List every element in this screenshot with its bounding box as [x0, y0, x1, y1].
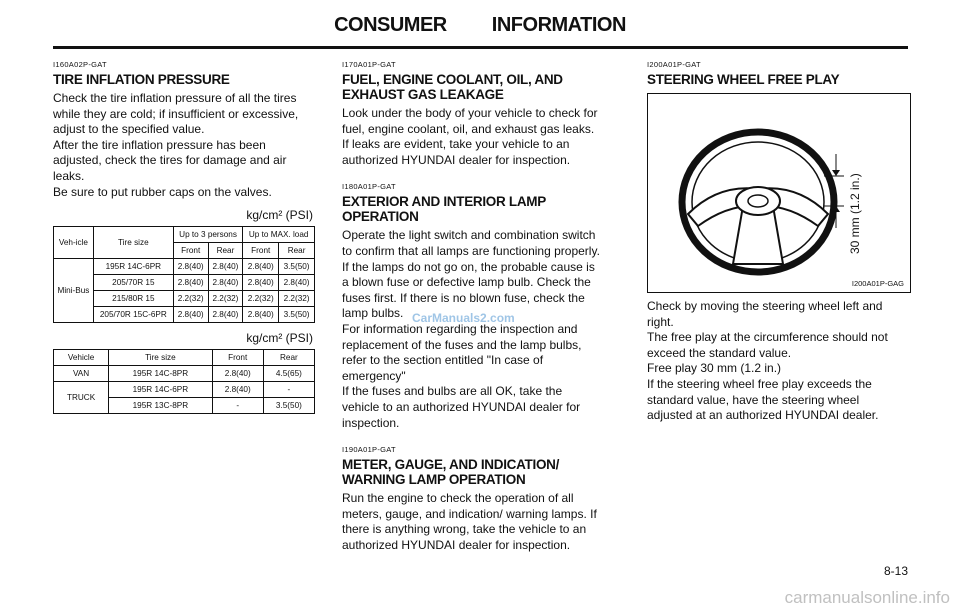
figure-caption: I200A01P-GAG	[851, 279, 904, 288]
table-cell: 2.8(40)	[212, 382, 263, 398]
section-code: I170A01P-GAT	[342, 60, 396, 69]
vehicle-cell: VAN	[54, 366, 109, 382]
table-row	[54, 291, 315, 307]
table-header-tire-size: Tire size	[93, 227, 173, 259]
table-cell: 195R 14C-6PR	[93, 259, 173, 275]
watermark[interactable]: carmanualsonline.info	[784, 588, 950, 607]
table-cell: 2.2(32)	[243, 291, 279, 307]
table-row	[54, 275, 315, 291]
table-cell: 2.2(32)	[208, 291, 243, 307]
table-cell: 215/80R 15	[93, 291, 173, 307]
table-header-front: Front	[173, 243, 208, 259]
paragraph: If the lamps do not go on, the probable cause is a blown fuse or defective lamp bulb. Check the fuses first. If there is no blown fuse, check the lamp bulbs.	[342, 259, 595, 321]
table-header: Vehicle	[54, 350, 109, 366]
steering-wheel-icon	[648, 94, 910, 292]
table-cell: 195R 13C-8PR	[109, 398, 212, 414]
table-cell: 2.2(32)	[279, 291, 315, 307]
section-code: I190A01P-GAT	[342, 445, 396, 455]
paragraph: After the tire inflation pressure has been adjusted, check the tires for damage and air leaks.	[53, 137, 287, 183]
page-number: 8-13	[883, 564, 908, 578]
paragraph: Operate the light switch and combination switch to confirm that all lamps are functioning properly.	[342, 228, 600, 258]
page-header-title: CONSUMER INFORMATION	[334, 14, 626, 36]
tire-pressure-table-minibus	[53, 226, 315, 323]
free-play-label: 30 mm (1.2 in.)	[848, 173, 862, 254]
table-cell: 3.5(50)	[263, 398, 314, 414]
meter-section	[342, 445, 602, 553]
table-cell: 205/70R 15	[93, 275, 173, 291]
table-cell: 2.8(40)	[173, 275, 208, 291]
steering-section	[647, 60, 907, 424]
section-code: I180A01P-GAT	[342, 182, 396, 192]
paragraph: Check by moving the steering wheel left and right.	[647, 299, 883, 329]
table-row	[54, 259, 315, 275]
table-cell: 195R 14C-8PR	[109, 366, 212, 382]
table-cell: 205/70R 15C-6PR	[93, 307, 173, 323]
table-cell: 2.8(40)	[212, 366, 263, 382]
section-body	[53, 91, 313, 200]
table-cell: 2.8(40)	[173, 307, 208, 323]
table-cell: 2.8(40)	[208, 275, 243, 291]
table-header-max-load: Up to MAX. load	[243, 227, 315, 243]
paragraph: The free play at the circumference should not exceed the standard value.	[647, 330, 888, 360]
table-row	[54, 366, 315, 382]
paragraph: Look under the body of your vehicle to check for fuel, engine coolant, oil, and exhaust gas leaks.	[342, 106, 598, 136]
paragraph: If the fuses and bulbs are all OK, take the vehicle to an authorized HYUNDAI dealer for inspection.	[342, 384, 581, 430]
section-body	[342, 106, 602, 168]
table-cell: 2.8(40)	[208, 307, 243, 323]
table-header-3-persons: Up to 3 persons	[173, 227, 243, 243]
table-header: Rear	[263, 350, 314, 366]
table-cell: 3.5(50)	[279, 307, 315, 323]
section-body	[342, 491, 602, 553]
steering-wheel-figure	[647, 93, 911, 293]
table-cell: 2.8(40)	[208, 259, 243, 275]
section-code: I160A02P-GAT	[53, 60, 107, 69]
table-cell: -	[263, 382, 314, 398]
table-header-front: Front	[243, 243, 279, 259]
section-code: I200A01P-GAT	[647, 60, 701, 69]
unit-label: kg/cm² (PSI)	[246, 208, 313, 223]
paragraph: Run the engine to check the operation of all meters, gauge, and indication/ warning lamps. If there is anything wrong, take the vehicle to an authorized HYUNDAI dealer for inspection.	[342, 491, 597, 552]
vehicle-cell: TRUCK	[54, 382, 109, 414]
tire-pressure-section	[53, 60, 313, 414]
header-rule	[53, 46, 908, 49]
table-cell: 195R 14C-6PR	[109, 382, 212, 398]
table-cell: 3.5(50)	[279, 259, 315, 275]
table-cell: 4.5(65)	[263, 366, 314, 382]
table-cell: 2.8(40)	[279, 275, 315, 291]
table-cell: 2.8(40)	[243, 275, 279, 291]
table-cell: 2.8(40)	[243, 307, 279, 323]
table-cell: 2.8(40)	[173, 259, 208, 275]
table-header-rear: Rear	[279, 243, 315, 259]
section-title: EXTERIOR AND INTERIOR LAMP OPERATION	[342, 194, 546, 225]
paragraph: If the steering wheel free play exceeds the standard value, have the steering wheel adjusted at an authorized HYUNDAI dealer.	[647, 376, 879, 423]
table-header: Tire size	[109, 350, 212, 366]
paragraph: If leaks are evident, take your vehicle to an authorized HYUNDAI dealer for inspection.	[342, 137, 571, 167]
section-body	[647, 299, 907, 424]
table-header-rear: Rear	[208, 243, 243, 259]
section-title: METER, GAUGE, AND INDICATION/ WARNING LAMP OPERATION	[342, 457, 560, 488]
paragraph: For information regarding the inspection and replacement of the fuses and the lamp bulbs, refer to the section entitled "In case of emergency"	[342, 321, 582, 383]
unit-label: kg/cm² (PSI)	[246, 331, 313, 346]
section-title: STEERING WHEEL FREE PLAY	[647, 72, 840, 87]
table-cell: 2.8(40)	[243, 259, 279, 275]
table-cell: 2.2(32)	[173, 291, 208, 307]
lamp-section	[342, 182, 602, 431]
tire-pressure-table-van-truck	[53, 349, 315, 414]
leakage-section	[342, 60, 602, 168]
watermark-overlay: CarManuals2.com	[412, 311, 515, 325]
vehicle-cell: Mini-Bus	[54, 259, 94, 323]
paragraph: Be sure to put rubber caps on the valves.	[53, 184, 272, 199]
section-title: FUEL, ENGINE COOLANT, OIL, AND EXHAUST GAS LEAKAGE	[342, 72, 563, 102]
table-cell: -	[212, 398, 263, 414]
table-row	[54, 307, 315, 323]
paragraph: Free play 30 mm (1.2 in.)	[647, 361, 782, 376]
paragraph: Check the tire inflation pressure of all the tires while they are cold; if insufficient or excessive, adjust to the specified value.	[53, 91, 299, 137]
section-body	[342, 228, 602, 431]
table-header: Front	[212, 350, 263, 366]
table-row	[54, 382, 315, 398]
table-header-vehicle: Veh-icle	[54, 227, 94, 259]
section-title: TIRE INFLATION PRESSURE	[53, 72, 230, 87]
